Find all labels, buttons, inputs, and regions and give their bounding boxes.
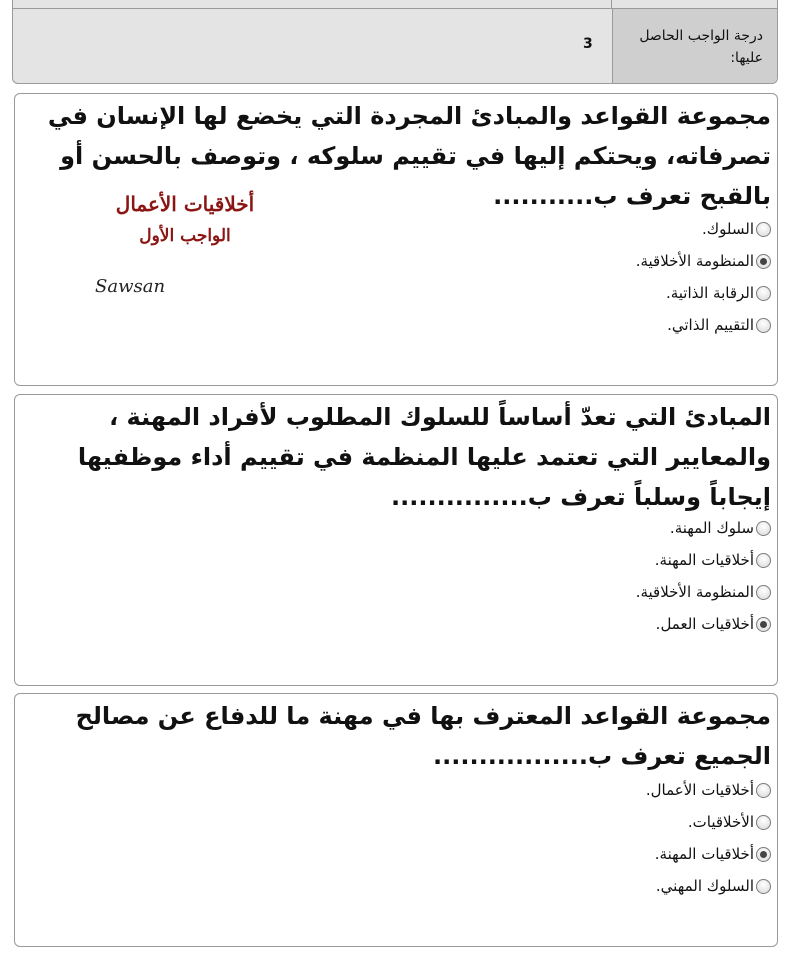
option-label: سلوك المهنة. — [669, 519, 754, 537]
question-2-options — [636, 512, 771, 640]
question-1 — [14, 93, 778, 386]
option[interactable] — [646, 806, 771, 838]
option-label: المنظومة الأخلاقية. — [635, 583, 754, 601]
radio-button-selected[interactable] — [756, 847, 771, 862]
option-label: التقييم الذاتي. — [667, 316, 754, 334]
option[interactable] — [636, 213, 771, 245]
option-label: السلوك. — [702, 220, 754, 238]
option-label: أخلاقيات المهنة. — [654, 845, 754, 863]
option[interactable] — [636, 544, 771, 576]
question-3 — [14, 693, 778, 947]
watermark-line2: الواجب الأول — [139, 226, 231, 246]
option-label: أخلاقيات العمل. — [655, 615, 754, 633]
option-label: السلوك المهني. — [655, 877, 754, 895]
radio-button[interactable] — [756, 783, 771, 798]
radio-button[interactable] — [756, 521, 771, 536]
grade-top-column-divider — [611, 0, 612, 8]
watermark-line1: أخلاقيات الأعمال — [115, 192, 255, 216]
question-1-text: مجموعة القواعد والمبادئ المجردة التي يخضع لها الإنسان في تصرفاته، ويحتكم إليها في تقييم سلوكه ، وتوصف بالحسن أو بالقبح تعرف ب........... — [47, 102, 771, 210]
radio-button[interactable] — [756, 318, 771, 333]
grade-label: درجة الواجب الحاصل عليها: — [639, 28, 763, 66]
option-label: أخلاقيات المهنة. — [654, 551, 754, 569]
radio-button-selected[interactable] — [756, 254, 771, 269]
option-label: أخلاقيات الأعمال. — [645, 781, 754, 799]
option-label: الرقابة الذاتية. — [665, 284, 754, 302]
question-1-options — [636, 213, 771, 341]
option[interactable] — [636, 245, 771, 277]
radio-button[interactable] — [756, 553, 771, 568]
option[interactable] — [636, 309, 771, 341]
option[interactable] — [646, 870, 771, 902]
grade-panel — [12, 0, 778, 84]
grade-label-cell — [612, 9, 777, 83]
option[interactable] — [636, 277, 771, 309]
option[interactable] — [646, 774, 771, 806]
option-label: الأخلاقيات. — [687, 813, 754, 831]
question-2 — [14, 394, 778, 686]
radio-button[interactable] — [756, 585, 771, 600]
question-2-text: المبادئ التي تعدّ أساساً للسلوك المطلوب لأفراد المهنة ، والمعايير التي تعتمد عليها المنظمة في تقييم أداء موظفيها إيجاباً وسلباً تعرف ب............... — [77, 403, 771, 511]
option[interactable] — [636, 512, 771, 544]
option[interactable] — [636, 608, 771, 640]
question-3-text: مجموعة القواعد المعترف بها في مهنة ما للدفاع عن مصالح الجميع تعرف ب................. — [75, 702, 771, 770]
question-3-options — [646, 774, 771, 902]
radio-button-selected[interactable] — [756, 617, 771, 632]
watermark-signature: Sawsan — [95, 276, 166, 297]
grade-value: 3 — [583, 36, 593, 52]
option-label: المنظومة الأخلاقية. — [635, 252, 754, 270]
radio-button[interactable] — [756, 879, 771, 894]
radio-button[interactable] — [756, 815, 771, 830]
radio-button[interactable] — [756, 286, 771, 301]
option[interactable] — [636, 576, 771, 608]
option[interactable] — [646, 838, 771, 870]
watermark-title — [95, 192, 275, 246]
radio-button[interactable] — [756, 222, 771, 237]
